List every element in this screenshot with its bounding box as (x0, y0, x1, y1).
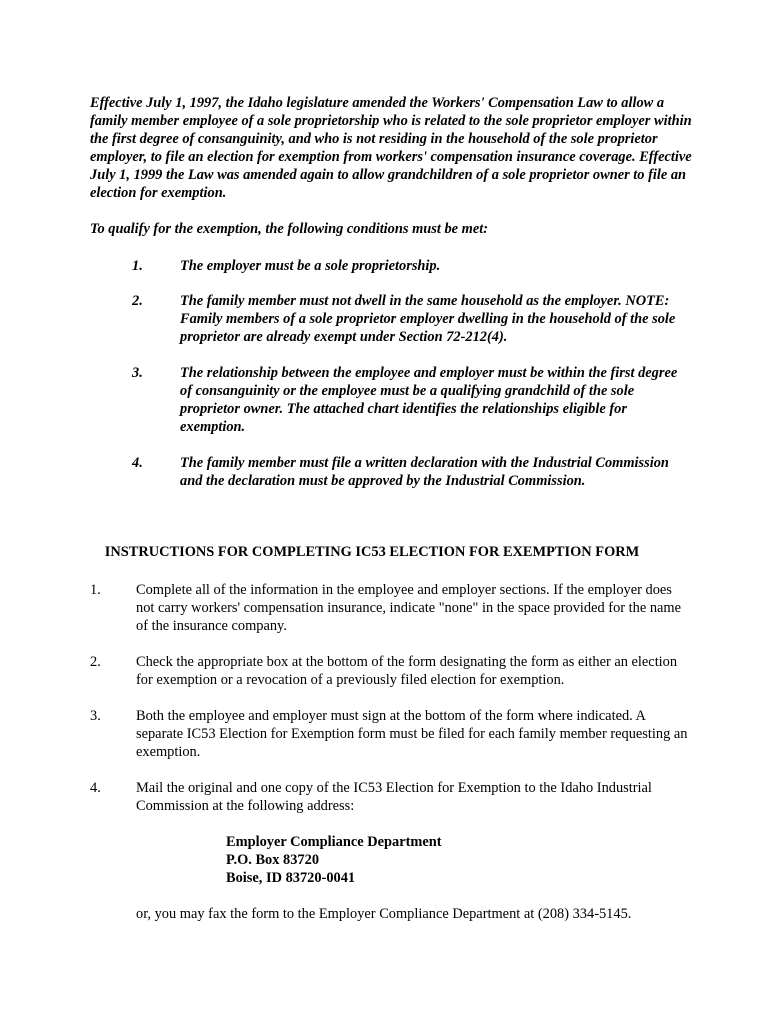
address-line-department: Employer Compliance Department (226, 834, 442, 850)
condition-number: 2. (132, 293, 143, 309)
address-line-city: Boise, ID 83720-0041 (226, 870, 356, 886)
condition-number: 3. (132, 365, 143, 381)
fax-note: or, you may fax the form to the Employer Compliance Department at (208) 334-5145. (136, 906, 632, 922)
instructions-heading (0, 543, 770, 561)
instruction-text: Complete all of the information in the employee and employer sections. If the employer does not carry workers' compensation insurance, indicate "none" in the space provided for the name of the insurance company. (136, 582, 682, 634)
condition-number: 4. (132, 455, 143, 471)
condition-text: The relationship between the employee and employer must be within the first degree of consanguinity or the employee must be a qualifying grandchild of the sole proprietor owner. The attached chart identifies the relationships eligible for exemption. (180, 365, 678, 435)
condition-text: The employer must be a sole proprietorship. (180, 258, 441, 274)
mailing-address (226, 833, 626, 887)
instruction-text: Both the employee and employer must sign at the bottom of the form where indicated. A separate IC53 Election for Exemption form must be filed for each family member requesting an exemption. (136, 708, 688, 760)
condition-text: The family member must not dwell in the same household as the employer. NOTE: Family members of a sole proprietor employer dwelling in the household of the sole proprietor are already exempt under Section 72-212(4). (180, 293, 676, 345)
instruction-number: 1. (90, 582, 101, 598)
instruction-number: 3. (90, 708, 101, 724)
condition-text: The family member must file a written declaration with the Industrial Commission and the declaration must be approved by the Industrial Commission. (180, 455, 669, 489)
instruction-text: Mail the original and one copy of the IC53 Election for Exemption to the Idaho Industrial Commission at the following address: (136, 780, 652, 814)
condition-number: 1. (132, 258, 143, 274)
address-line-po-box: P.O. Box 83720 (226, 852, 320, 868)
intro-paragraph: Effective July 1, 1997, the Idaho legislature amended the Workers' Compensation Law to allow a family member employee of a sole proprietorship who is related to the sole proprietor employer within the first degree of consanguinity, and who is not residing in the household of the sole proprietor employer, to file an election for exemption from workers' compensation insurance coverage. Effective July 1, 1999 the Law was amended again to allow grandchildren of a sole proprietor owner to file an election for exemption. (90, 95, 692, 201)
instruction-text: Check the appropriate box at the bottom of the form designating the form as either an election for exemption or a revocation of a previously filed election for exemption. (136, 654, 678, 688)
instructions-heading-text: INSTRUCTIONS FOR COMPLETING IC53 ELECTION FOR EXEMPTION FORM (104, 544, 640, 560)
qualify-lead: To qualify for the exemption, the following conditions must be met: (90, 221, 489, 237)
instruction-number: 2. (90, 654, 101, 670)
instruction-number: 4. (90, 780, 101, 796)
